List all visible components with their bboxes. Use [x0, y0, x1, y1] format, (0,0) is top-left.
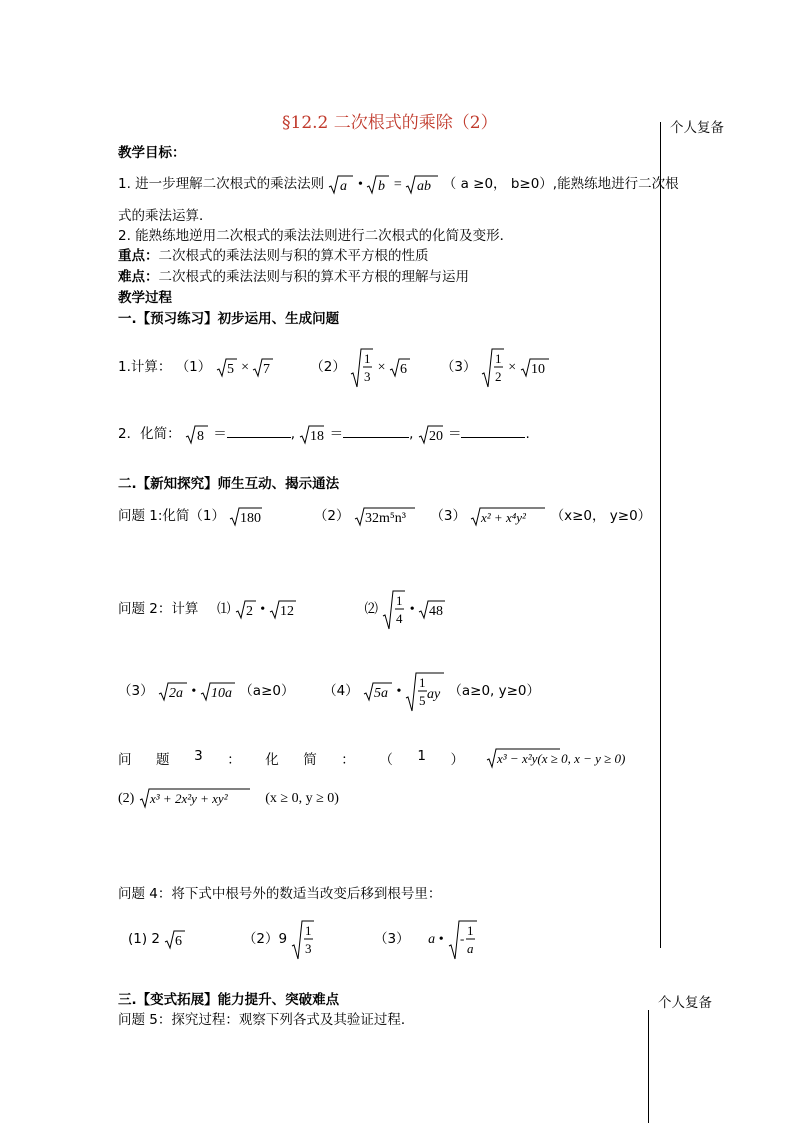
- svg-text:ay: ay: [426, 687, 441, 702]
- svg-text:2: 2: [245, 604, 253, 619]
- section3-heading: 三.【变式拓展】能力提升、突破难点: [118, 992, 340, 1008]
- svg-text:48: 48: [429, 604, 444, 619]
- goal-condition: （ a ≥0， b≥0）,能熟练地进行二次根: [442, 176, 679, 192]
- key-label: 重点：: [118, 248, 159, 264]
- answer-blank[interactable]: [461, 425, 525, 438]
- margin-divider: [648, 1010, 649, 1123]
- problem-2: 问题 2：计算 ⑴ 2 • 12 ⑵ 1 4 • 48: [118, 590, 446, 630]
- goal-text: 1. 进一步理解二次根式的乘法法则: [118, 176, 325, 192]
- answer-blank[interactable]: [227, 425, 291, 438]
- math-text: ab: [417, 178, 432, 194]
- problem-3-part2: (2) x³ + 2x²y + xy² (x ≥ 0, y ≥ 0): [118, 791, 339, 806]
- svg-text:32m⁵n³: 32m⁵n³: [364, 510, 406, 526]
- svg-text:2: 2: [494, 369, 502, 384]
- problem-1: 问题 1:化简（1） 180 （2） 32m⁵n³ （3） x² + x⁴y² （x≥0， y≥0）: [118, 508, 652, 526]
- svg-text:5: 5: [418, 693, 426, 708]
- goals-heading: 教学目标：: [118, 145, 186, 161]
- dot-symbol: •: [357, 177, 363, 192]
- svg-text:1: 1: [305, 923, 312, 938]
- svg-text:6: 6: [400, 362, 408, 377]
- margin-note: 个人复备: [670, 120, 724, 136]
- svg-text:a: a: [466, 941, 474, 956]
- svg-text:x² + x⁴y²: x² + x⁴y²: [481, 509, 527, 525]
- problem-3: 问 题 3 ： 化 简 ： （ 1 ） x³ − x²y(x ≥ 0, x − y ≥ 0): [118, 748, 626, 768]
- answer-blank[interactable]: [343, 425, 409, 438]
- svg-text:10a: 10a: [210, 686, 232, 701]
- problem-2-cont: （3） 2a • 10a （a≥0） （4） 5a • 1 5 ay （a≥0, y≥0）: [118, 672, 540, 712]
- goal-item-2: 2. 能熟练地逆用二次根式的乘法法则进行二次根式的化简及变形．: [118, 228, 514, 244]
- svg-text:2a: 2a: [168, 686, 183, 701]
- section1-heading: 一.【预习练习】初步运用、生成问题: [118, 311, 340, 327]
- svg-text:x³ − x²y(x ≥ 0, x − y ≥ 0): x³ − x²y(x ≥ 0, x − y ≥ 0): [497, 751, 626, 766]
- goal-item-1-cont: 式的乘法运算．: [118, 208, 213, 224]
- margin-note: 个人复备: [658, 995, 712, 1011]
- svg-text:18: 18: [310, 428, 325, 444]
- svg-text:180: 180: [240, 510, 262, 526]
- page-title: §12.2 二次根式的乘除（2）: [282, 113, 498, 133]
- math-text: b: [378, 178, 386, 194]
- problem-4-items: (1) 2 6 （2）9 1 3 （3） a • - 1 a: [128, 920, 478, 960]
- svg-text:8: 8: [196, 428, 204, 444]
- diff-text: 二次根式的乘法法则与积的算术平方根的理解与运用: [158, 269, 469, 285]
- exercise-2: 2．化简： 8 ＝ , 18 ＝ , 20 ＝ .: [118, 426, 530, 444]
- goal-item-1: [118, 172, 679, 195]
- key-point: [118, 244, 429, 264]
- svg-text:5: 5: [226, 362, 234, 377]
- svg-text:4: 4: [396, 611, 403, 626]
- svg-text:7: 7: [263, 362, 271, 377]
- problem-4: 问题 4：将下式中根号外的数适当改变后移到根号里：: [118, 886, 442, 902]
- svg-text:20: 20: [428, 428, 443, 444]
- margin-divider: [660, 122, 661, 948]
- problem-5: 问题 5：探究过程：观察下列各式及其验证过程．: [118, 1012, 415, 1028]
- svg-text:x³ + 2x²y + xy²: x³ + 2x²y + xy²: [149, 791, 228, 806]
- svg-text:-: -: [459, 931, 465, 946]
- exercise-label: 1.计算：: [118, 359, 172, 376]
- svg-text:6: 6: [175, 934, 183, 949]
- process-heading: 教学过程: [118, 290, 172, 306]
- math-text: a: [340, 178, 348, 194]
- section2-heading: 二.【新知探究】师生互动、揭示通法: [118, 476, 340, 492]
- multiplication-rule-formula: a • b = ab: [328, 177, 442, 192]
- diff-label: 难点：: [118, 269, 159, 285]
- svg-text:1: 1: [396, 593, 403, 608]
- exercise-1: 1.计算： （1） 5 × 7 （2） 1 3 × 6 （3） 1 2 × 10: [118, 348, 550, 388]
- svg-text:10: 10: [530, 362, 545, 377]
- exercise-label: 2．化简：: [118, 426, 181, 442]
- svg-text:1: 1: [466, 923, 474, 938]
- svg-text:1: 1: [494, 351, 502, 366]
- svg-text:1: 1: [364, 351, 371, 366]
- svg-text:3: 3: [364, 369, 371, 384]
- difficult-point: [118, 265, 469, 285]
- svg-text:1: 1: [418, 675, 426, 690]
- svg-text:5a: 5a: [373, 686, 388, 701]
- key-text: 二次根式的乘法法则与积的算术平方根的性质: [158, 248, 429, 264]
- svg-text:12: 12: [279, 604, 294, 619]
- svg-text:3: 3: [305, 941, 312, 956]
